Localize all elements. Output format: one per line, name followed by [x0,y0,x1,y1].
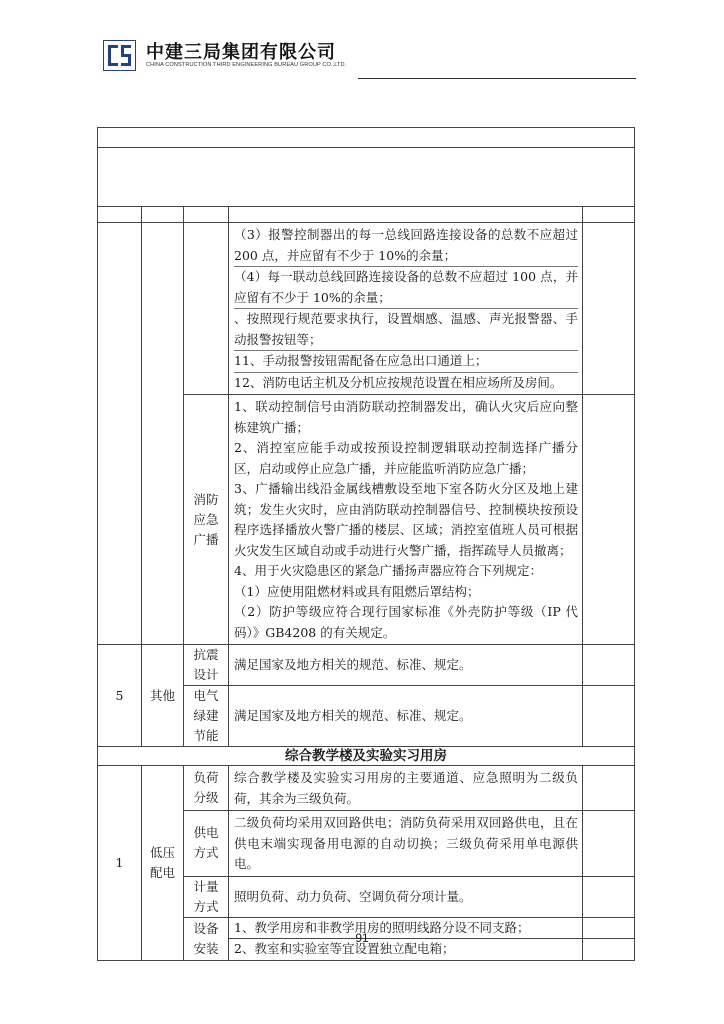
lv-number: 1 [98,766,142,961]
supply-label-cell [184,811,229,877]
table-blank-header-row [98,148,635,207]
green-label-cell [184,686,229,747]
cell-number [98,223,142,645]
company-logo [103,40,136,71]
table-row-other-seismic [98,645,635,686]
table-row-load-class [98,766,635,811]
broadcast-line: （2）防护等级应符合现行国家标准《外壳防护等级（IP 代码）》GB4208 的有关规定。 [234,604,578,640]
install-content-2: 2、教室和实验室等宜设置独立配电箱； [229,939,583,961]
other-number: 5 [98,645,142,747]
cell-remark [583,811,635,877]
green-content: 满足国家及地方相关的规范、标准、规定。 [229,686,583,747]
broadcast-line: 3、广播输出线沿金属线槽敷设至地下室各防火分区及地上建筑；发生火灾时，应由消防联动控制器信号、控制模块按预设程序选择播放火警广播的楼层、区域；消控室值班人员可根据火灾发生区域自动或手动进行火警广播，指挥疏导人员撤离； [234,481,578,558]
green-label: 电气绿建节能 [193,688,219,743]
section-title: 综合教学楼及实验实习用房 [98,747,635,766]
lv-category: 低压配电 [149,844,175,880]
broadcast-line: 2、消控室应能手动或按预设控制逻辑联动控制选择广播分区，启动或停止应急广播，并应能监听消防应急广播； [234,440,578,476]
cell-remark [583,223,635,395]
table-blank-top-row [98,128,635,148]
cell-remark [583,395,635,645]
table-row-alarm [98,223,635,395]
metering-label-cell [184,876,229,917]
alarm-line: 11、手动报警按钮需配备在应急出口通道上； [234,351,578,373]
cell-remark [583,766,635,811]
broadcast-label-cell [184,395,229,645]
section-row [98,747,635,766]
cell-remark [583,876,635,917]
header-divider [358,78,636,79]
company-name-cn: 中建三局集团有限公司 [146,42,336,63]
other-category: 其他 [142,645,184,747]
seismic-content: 满足国家及地方相关的规范、标准、规定。 [229,645,583,686]
broadcast-line: 4、用于火灾隐患区的紧急广播扬声器应符合下列规定： [234,563,542,578]
metering-label: 计量方式 [193,878,219,914]
load-class-content: 综合教学楼及实验实习用房的主要通道、应急照明为二级负荷，其余为三级负荷。 [229,766,583,811]
seismic-label-cell [184,645,229,686]
alarm-line: 、按照现行规范要求执行，设置烟感、温感、声光报警器、手动报警按钮等； [234,309,578,351]
alarm-line: （4）每一联动总线回路连接设备的总数不应超过 100 点，并应留有不少于 10%的余量； [234,267,578,309]
install-label: 设备安装 [193,920,219,956]
supply-content: 二级负荷均采用双回路供电；消防负荷采用双回路供电，且在供电末端实现备用电源的自动切换；三级负荷采用单电源供电。 [229,811,583,877]
cell-sub [184,223,229,395]
install-content-1: 1、教学用房和非教学用房的照明线路分设不同支路； [229,917,583,939]
table-row [98,207,635,223]
alarm-line: 12、消防电话主机及分机应按规范设置在相应场所及房间。 [234,374,563,390]
alarm-line: （3）报警控制器出的每一总线回路连接设备的总数不应超过200 点，并应留有不少于 10%的余量； [234,225,578,267]
page-number: 91 [355,931,369,945]
seismic-label: 抗震设计 [193,647,219,682]
broadcast-content [229,395,583,645]
broadcast-label: 消防应急广播 [193,491,219,547]
alarm-content [229,223,583,395]
cell-remark [583,645,635,686]
metering-content: 照明负荷、动力负荷、空调负荷分项计量。 [229,876,583,917]
company-name-en: CHINA CONSTRUCTION THIRD ENGINEERING BUREAU GROUP CO.,LTD. [146,62,347,68]
broadcast-line: （1）应使用阻燃材料或具有阻燃后罩结构； [234,583,480,599]
cell-category [142,223,184,645]
broadcast-line: 1、联动控制信号由消防联动控制器发出，确认火灾后应向整栋建筑广播； [234,399,578,435]
supply-label: 供电方式 [193,825,219,861]
load-class-label: 负荷分级 [193,770,219,805]
spec-table [97,127,634,961]
load-class-label-cell [184,766,229,811]
cell-remark [583,686,635,747]
